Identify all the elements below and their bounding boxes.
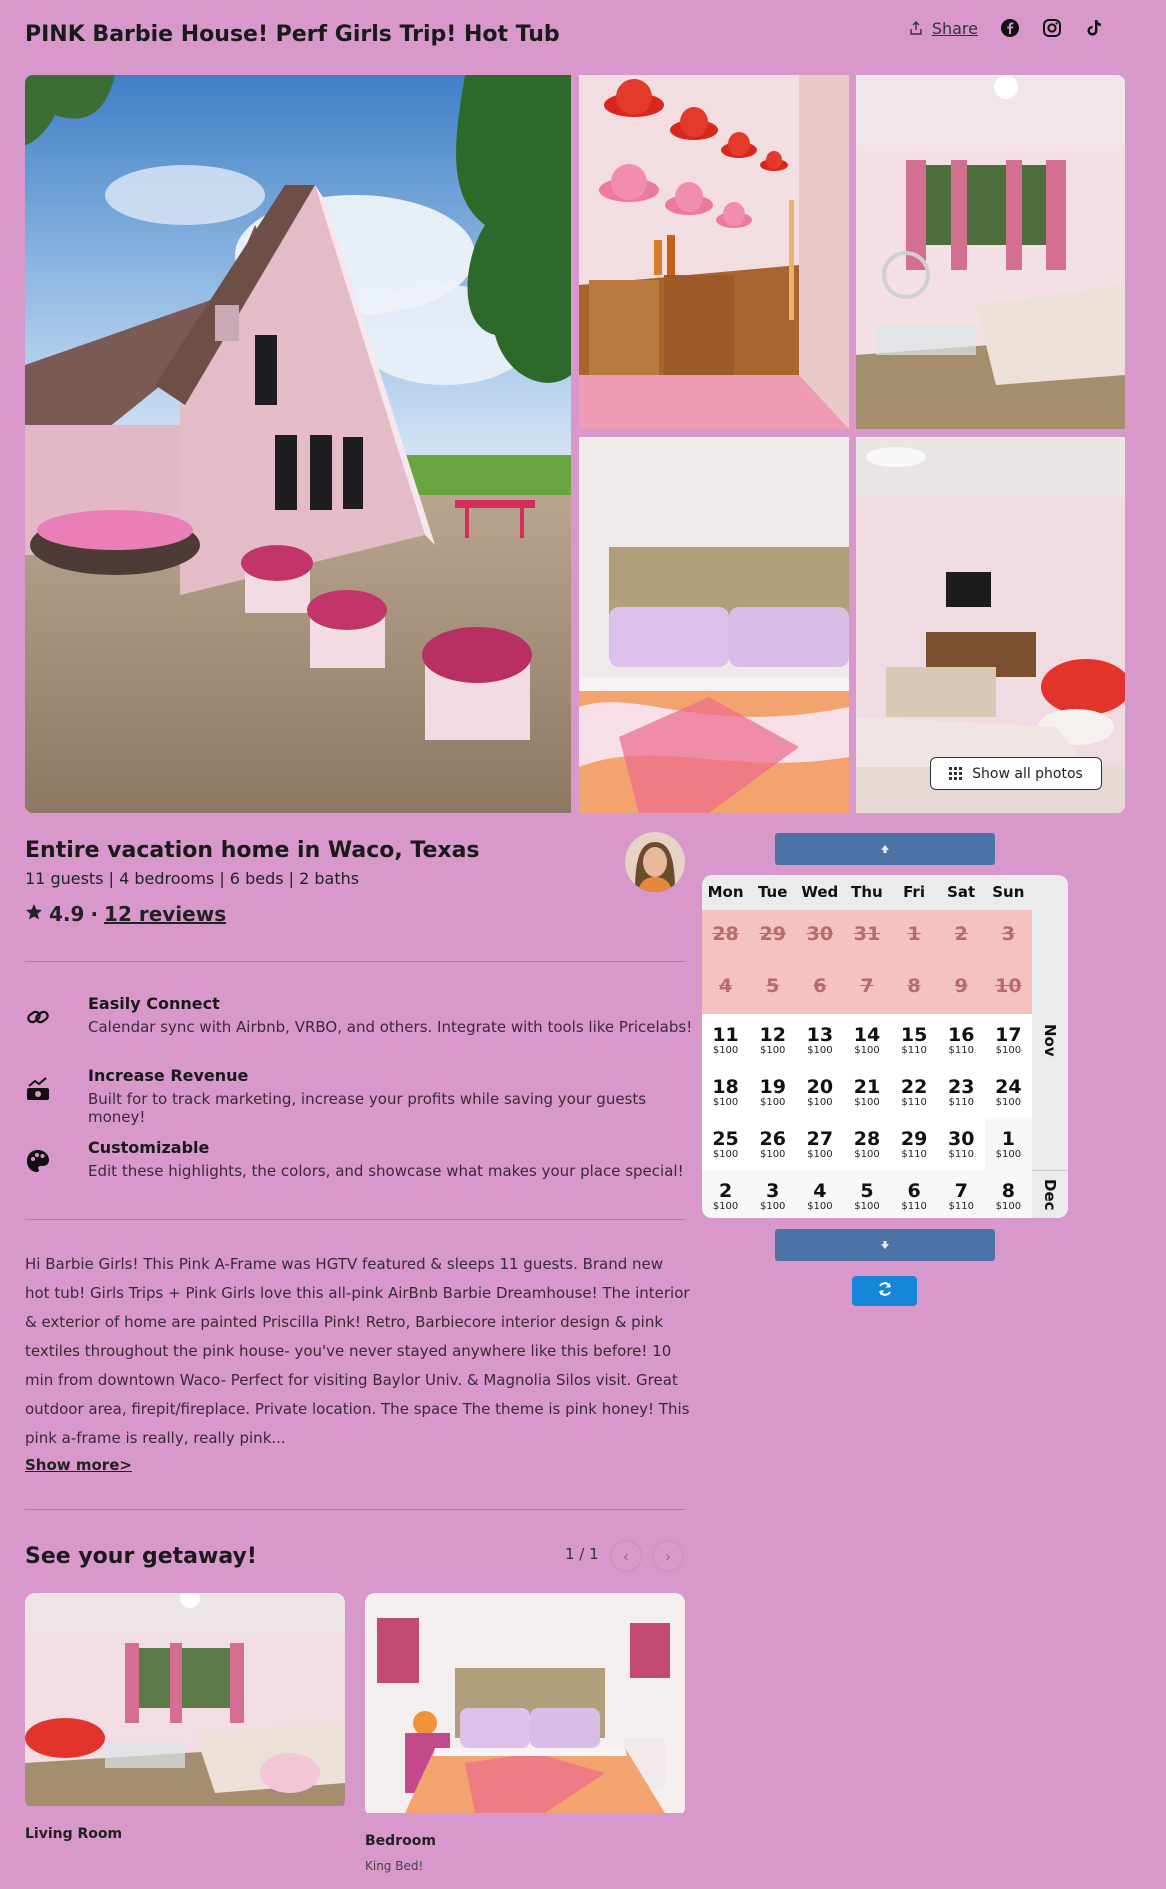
link-icon [25,1004,51,1030]
listing-heading: Entire vacation home in Waco, Texas [25,838,480,863]
calendar-day[interactable] [796,1118,843,1170]
tiktok-icon[interactable] [1084,18,1104,38]
calendar-day [702,962,749,1014]
calendar-day[interactable] [985,1118,1032,1170]
day-price: $100 [854,1045,880,1056]
room-card-title: Bedroom [365,1833,436,1849]
day-number: 18 [712,1076,739,1098]
day-price: $100 [807,1045,833,1056]
day-number: 29 [759,923,786,945]
pager-count: 1 / 1 [565,1545,599,1563]
feature-increase-revenue [25,1066,705,1126]
day-number: 25 [712,1128,739,1150]
calendar-day [985,910,1032,962]
day-number: 29 [900,1128,928,1150]
day-number: 5 [860,1180,874,1202]
day-price: $100 [854,1149,880,1160]
day-number: 14 [853,1024,881,1046]
day-number: 19 [759,1076,786,1098]
day-number: 6 [813,975,827,997]
divider [25,1219,685,1220]
hat-wall-photo[interactable] [579,75,849,429]
calendar-day[interactable] [702,1014,749,1066]
instagram-icon[interactable] [1042,18,1062,38]
feature-customizable [25,1138,705,1190]
calendar-day[interactable] [985,1014,1032,1066]
day-number: 3 [1001,923,1016,945]
share-button[interactable] [906,18,978,38]
feature-easily-connect [25,994,705,1046]
day-price: $110 [948,1201,974,1212]
room-card-living-room[interactable] [25,1593,345,1842]
calendar-day[interactable] [938,1066,985,1118]
day-number: 10 [995,975,1022,997]
day-number: 2 [718,1180,733,1202]
day-price: $100 [807,1201,833,1212]
calendar-day [749,962,796,1014]
day-price: $100 [759,1045,786,1056]
bedroom-image [365,1593,685,1817]
calendar-day [843,962,890,1014]
calendar-day [702,910,749,962]
day-number: 3 [766,1180,780,1202]
calendar-day [796,962,843,1014]
listing-description: Hi Barbie Girls! This Pink A-Frame was HGTV featured & sleeps 11 guests. Brand new hot tub! Girls Trips + Pink Girls love this all-pink AirBnb Barbie Dreamhouse! The interior & exterior of home are painted Priscilla Pink! Retro, Barbiecore interior design & pink textiles throughout the pink house- you've never stayed anywhere like this before! 10 min from downtown Waco- Perfect for visiting Baylor Univ. & Magnolia Silos visit. Great outdoor area, firepit/fireplace. Private location. The space The theme is pink honey! This pink a-frame is really, really pink... [25,1255,690,1447]
star-icon [25,902,43,926]
bedroom-photo[interactable] [579,437,849,813]
chevron-right-icon: › [664,1546,672,1566]
arrow-down-icon [879,1236,891,1255]
header-actions [906,18,1104,38]
reviews-link[interactable]: 12 reviews [104,902,227,926]
day-number: 11 [712,1024,739,1046]
day-price: $110 [901,1097,927,1108]
host-avatar[interactable] [625,832,685,892]
day-price: $110 [948,1097,974,1108]
day-number: 26 [759,1128,786,1150]
day-price: $100 [807,1097,833,1108]
day-price: $100 [995,1097,1022,1108]
show-all-photos-button[interactable] [930,757,1102,790]
day-price: $110 [948,1045,974,1056]
show-all-photos-label: Show all photos [972,765,1083,782]
living-room-image [25,1593,345,1810]
availability-calendar [702,875,1068,1218]
day-price: $100 [995,1045,1022,1056]
calendar-day [796,910,843,962]
day-price: $100 [759,1149,786,1160]
day-number: 2 [954,923,968,945]
day-number: 5 [766,975,780,997]
day-number: 24 [995,1076,1022,1098]
day-number: 23 [948,1076,975,1098]
day-number: 8 [1001,1180,1016,1202]
weekday-label: Tue [757,883,788,901]
calendar-day[interactable] [891,1066,938,1118]
day-price: $100 [995,1201,1022,1212]
room-card-bedroom[interactable] [365,1593,685,1873]
feature-title: Easily Connect [88,994,220,1013]
day-price: $100 [759,1201,786,1212]
day-number: 4 [813,1180,827,1202]
weekday-label: Mon [707,883,744,901]
calendar-day[interactable] [891,1170,938,1218]
feature-description: Built for to track marketing, increase your profits while saving your guests money! [88,1090,647,1126]
day-number: 7 [954,1180,968,1202]
arrow-up-icon [879,840,891,859]
day-price: $100 [854,1201,880,1212]
chart-up-icon [25,1076,51,1102]
calendar-day[interactable] [843,1170,890,1218]
day-number: 28 [853,1128,881,1150]
rating-separator: · [90,902,99,926]
room-card-subtitle: King Bed! [365,1859,424,1873]
calendar-day[interactable] [985,1066,1032,1118]
day-price: $100 [759,1097,786,1108]
calendar-day[interactable] [702,1170,749,1218]
day-number: 20 [806,1076,834,1098]
day-number: 27 [806,1128,834,1150]
day-price: $110 [901,1149,927,1160]
day-number: 31 [853,923,881,945]
calendar-day[interactable] [796,1170,843,1218]
day-number: 15 [900,1024,928,1046]
weekday-label: Fri [903,883,925,901]
grid-icon [949,767,962,780]
feature-description: Calendar sync with Airbnb, VRBO, and others. Integrate with tools like Pricelabs! [88,1018,693,1036]
day-price: $100 [712,1097,739,1108]
day-number: 1 [1001,1128,1016,1150]
day-number: 21 [853,1076,881,1098]
rating-summary [25,902,226,926]
month-label: Dec [1041,1178,1059,1211]
weekday-label: Sun [992,883,1025,901]
calendar-day[interactable] [796,1066,843,1118]
calendar-day[interactable] [891,1118,938,1170]
calendar-refresh-button[interactable] [852,1276,917,1306]
calendar-day [938,962,985,1014]
chevron-left-icon: ‹ [622,1546,630,1566]
calendar-day[interactable] [749,1170,796,1218]
calendar-day [843,910,890,962]
day-number: 16 [948,1024,975,1046]
divider [25,961,685,962]
calendar-day[interactable] [796,1014,843,1066]
calendar-day[interactable] [938,1014,985,1066]
weekday-label: Sat [947,883,976,901]
day-number: 30 [806,923,834,945]
weekday-header [702,875,1032,910]
calendar-prev-week-button[interactable] [775,833,995,865]
day-number: 30 [948,1128,975,1150]
calendar-day [891,910,938,962]
day-number: 28 [712,923,739,945]
calendar-day[interactable] [702,1118,749,1170]
day-price: $100 [712,1201,739,1212]
day-number: 7 [860,975,874,997]
calendar-next-week-button[interactable] [775,1229,995,1261]
calendar-day [938,910,985,962]
listing-details: 11 guests | 4 bedrooms | 6 beds | 2 baths [25,869,360,888]
facebook-icon[interactable] [1000,18,1020,38]
weekday-label: Thu [851,883,883,901]
day-price: $110 [901,1045,927,1056]
month-label-nov [1032,910,1068,1170]
feature-description: Edit these highlights, the colors, and showcase what makes your place special! [88,1162,684,1180]
day-price: $100 [995,1149,1022,1160]
prev-button[interactable] [610,1540,642,1572]
palette-icon [25,1148,51,1174]
room-card-title: Living Room [25,1826,123,1842]
feature-title: Customizable [88,1138,210,1157]
calendar-day[interactable] [749,1118,796,1170]
share-label: Share [931,18,978,38]
day-price: $100 [712,1045,739,1056]
calendar-day[interactable] [843,1014,890,1066]
calendar-day[interactable] [891,1014,938,1066]
calendar-day[interactable] [749,1066,796,1118]
photo-gallery [25,75,1125,813]
day-number: 17 [995,1024,1022,1046]
calendar-day [891,962,938,1014]
day-number: 6 [907,1180,921,1202]
calendar-day [985,962,1032,1014]
show-more-link[interactable]: Show more> [25,1456,132,1474]
feature-title: Increase Revenue [88,1066,249,1085]
calendar-day[interactable] [749,1014,796,1066]
day-price: $100 [854,1097,880,1108]
calendar-day[interactable] [938,1118,985,1170]
day-price: $110 [901,1201,927,1212]
day-number: 9 [954,975,968,997]
getaway-title: See your getaway! [25,1544,257,1569]
month-label-dec [1032,1170,1068,1218]
day-number: 4 [718,975,733,997]
day-number: 8 [907,975,921,997]
next-button[interactable] [652,1540,684,1572]
calendar-day[interactable] [843,1066,890,1118]
day-number: 13 [806,1024,834,1046]
exterior-photo[interactable] [25,75,571,813]
rating-value: 4.9 [49,902,85,926]
share-icon [906,18,926,38]
calendar-day[interactable] [985,1170,1032,1218]
calendar-day[interactable] [843,1118,890,1170]
page-title: PINK Barbie House! Perf Girls Trip! Hot Tub [25,22,560,47]
day-number: 22 [900,1076,928,1098]
month-label: Nov [1041,1023,1059,1057]
refresh-icon [877,1281,893,1301]
calendar-day[interactable] [938,1170,985,1218]
calendar-day[interactable] [702,1066,749,1118]
day-number: 12 [759,1024,786,1046]
day-price: $100 [712,1149,739,1160]
living-room-photo[interactable] [856,75,1125,429]
day-price: $110 [948,1149,974,1160]
weekday-label: Wed [801,883,839,901]
divider [25,1509,685,1510]
calendar-day [749,910,796,962]
day-number: 1 [907,923,921,945]
day-price: $100 [807,1149,833,1160]
